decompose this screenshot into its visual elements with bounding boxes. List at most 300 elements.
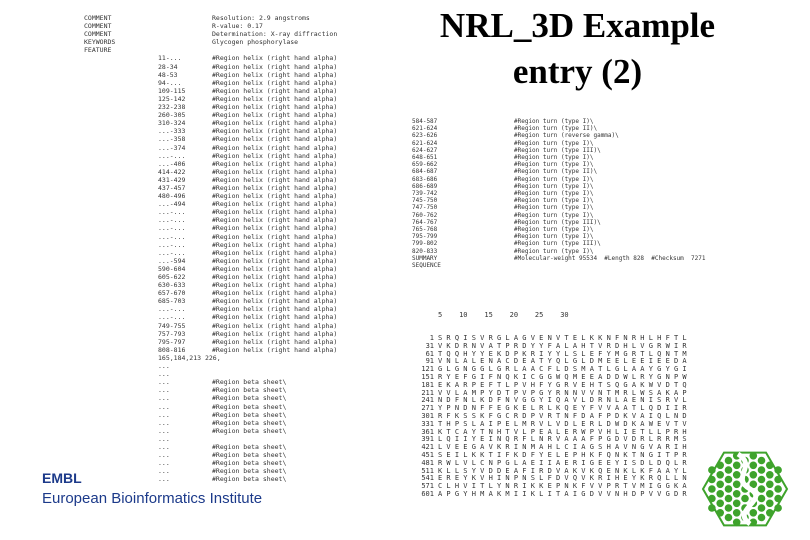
feature-key: [84, 435, 158, 443]
logo-dot: [766, 481, 774, 489]
feature-desc: #Region beta sheet\: [212, 418, 287, 427]
feature-desc: #Region helix (right hand alpha): [212, 78, 338, 87]
feature-key: [84, 152, 158, 160]
feature-desc: [212, 370, 374, 378]
feature-range: 431-429: [158, 175, 186, 184]
feature-key: [84, 427, 158, 435]
turn-row: [412, 197, 790, 204]
feature-key: FEATURE: [84, 46, 112, 55]
feature-row: [84, 281, 374, 289]
feature-row: [84, 233, 374, 241]
turn-desc: #Region turn (type II)\: [514, 125, 598, 133]
feature-range: ...-...: [158, 240, 186, 249]
feature-desc: Resolution: 2.9 angstroms: [212, 14, 310, 22]
turn-range: 739-742: [412, 190, 438, 198]
slide-title-line2: entry (2): [512, 52, 643, 91]
turn-desc: #Region turn (type II)\: [514, 168, 598, 176]
feature-range: 685-703: [158, 297, 186, 306]
turn-range: 621-624: [412, 125, 438, 133]
logo-dot: [725, 514, 733, 522]
sequence-residues: G L G N G G L G R L A A C F L D S M A T L G L A A Y G Y G I: [438, 365, 687, 374]
slide-title-line1: NRL_3D Example: [439, 6, 716, 45]
feature-key: [84, 168, 158, 176]
feature-range: ...: [158, 370, 170, 379]
logo-dot: [708, 504, 716, 512]
ebi-hexagon-logo-icon: [700, 444, 790, 534]
feature-key: [84, 208, 158, 216]
turn-row: [412, 140, 790, 147]
turn-row: [412, 168, 790, 175]
sequence-residues: R W L V L C N P G L A E I I A E R I G E E Y I S D L D Q L R: [438, 458, 687, 467]
sequence-position: 421: [421, 443, 434, 452]
feature-range: 125-142: [158, 94, 186, 103]
turn-range: 745-750: [412, 197, 438, 205]
feature-desc: #Region helix (right hand alpha): [212, 337, 338, 346]
feature-row: [84, 54, 374, 62]
feature-row: [84, 208, 374, 216]
feature-key: [84, 338, 158, 346]
feature-row: [84, 459, 374, 467]
sequence-position: 151: [421, 372, 434, 381]
feature-range: [158, 22, 212, 30]
logo-dot: [774, 485, 782, 493]
feature-row: [84, 168, 374, 176]
sequence-ruler: 5 10 15 20 25 30: [438, 310, 569, 319]
feature-range: 414-422: [158, 167, 186, 176]
turn-row: [412, 190, 790, 197]
logo-dot: [758, 485, 766, 493]
feature-key: [84, 386, 158, 394]
feature-row: [84, 30, 374, 38]
feature-key: COMMENT: [84, 22, 112, 31]
feature-row: [84, 22, 374, 30]
feature-row: [84, 38, 374, 46]
feature-row: [84, 257, 374, 265]
feature-row: [84, 192, 374, 200]
feature-range: 94-...: [158, 78, 182, 87]
feature-range: [158, 46, 212, 54]
turn-range: 747-750: [412, 204, 438, 212]
turn-range: SEQUENCE: [412, 262, 441, 270]
turn-range: 820-833: [412, 247, 438, 255]
turn-row: [412, 255, 790, 262]
turn-desc: #Region turn (type I)\: [514, 190, 594, 198]
turn-row: [412, 147, 790, 154]
feature-key: [84, 127, 158, 135]
feature-key: [84, 394, 158, 402]
feature-row: [84, 71, 374, 79]
logo-dot: [766, 500, 774, 508]
sequence-position: 331: [421, 419, 434, 428]
turn-row: [412, 176, 790, 183]
feature-row: [84, 87, 374, 95]
feature-desc: #Region beta sheet\: [212, 394, 287, 403]
sequence-residues: C L H V I T L Y N R I K K E P N K F V V P R T V M I G G K A: [438, 482, 687, 491]
turn-row: [412, 125, 790, 132]
feature-desc: #Region beta sheet\: [212, 426, 287, 435]
feature-range: 260-305: [158, 111, 186, 120]
feature-row: [84, 119, 374, 127]
turn-desc: #Region turn (reverse gamma)\: [514, 132, 619, 140]
sequence-position: 511: [421, 466, 434, 475]
feature-range: ...-...: [158, 224, 186, 233]
feature-range: [158, 14, 212, 22]
sequence-residues: R Y E F G I F N Q K I C G G W Q M E E A D D W L R Y G N P W: [438, 372, 687, 381]
feature-range: ...: [158, 386, 170, 395]
feature-desc: #Region helix (right hand alpha): [212, 224, 338, 233]
feature-desc: #Region beta sheet\: [212, 410, 287, 419]
logo-dot: [716, 471, 724, 479]
sequence-residues: S R Q I S V R G L A G V E N V T E L K K N F N R H L H F T L: [438, 333, 687, 342]
logo-dot: [758, 495, 766, 503]
entry-feature-table: [84, 14, 374, 485]
feature-key: COMMENT: [84, 30, 112, 39]
turn-desc: #Region turn (type I)\: [514, 118, 594, 125]
sequence-position: 211: [421, 388, 434, 397]
feature-key: [84, 176, 158, 184]
feature-key: [84, 297, 158, 305]
sequence-residues: A P G Y H M A K M I I K L I T A I G D V V N H D P V V G D R: [438, 489, 687, 498]
feature-row: [84, 111, 374, 119]
feature-desc: Glycogen phosphorylase: [212, 38, 299, 47]
sequence-residues: T Q Q H Y Y E K D P K R I Y Y L S L E F Y M G R T L Q N T M: [438, 349, 687, 358]
feature-row: [84, 443, 374, 451]
logo-dot: [750, 509, 758, 517]
feature-row: [84, 216, 374, 224]
feature-range: ...-...: [158, 151, 186, 160]
feature-range: ...: [158, 475, 170, 484]
logo-dot: [716, 490, 724, 498]
feature-range: 590-604: [158, 264, 186, 273]
logo-dot: [758, 476, 766, 484]
feature-desc: #Region beta sheet\: [212, 378, 287, 387]
feature-key: [84, 443, 158, 451]
feature-key: [84, 459, 158, 467]
feature-key: [84, 224, 158, 232]
feature-key: [84, 403, 158, 411]
turn-desc: [514, 262, 790, 269]
feature-range: ...: [158, 426, 170, 435]
feature-range: 605-622: [158, 273, 186, 281]
feature-row: [84, 46, 374, 54]
turn-desc: #Region turn (type I)\: [514, 233, 594, 241]
feature-range: ...-...: [158, 313, 186, 322]
feature-row: [84, 378, 374, 386]
turn-range: 686-689: [412, 182, 438, 190]
feature-key: [84, 216, 158, 224]
logo-dot: [733, 519, 741, 527]
feature-desc: #Region helix (right hand alpha): [212, 216, 338, 225]
logo-dot: [733, 481, 741, 489]
feature-desc: #Region beta sheet\: [212, 475, 287, 484]
feature-desc: #Region helix (right hand alpha): [212, 345, 338, 354]
feature-row: [84, 313, 374, 321]
feature-desc: #Region helix (right hand alpha): [212, 297, 338, 306]
feature-range: 437-457: [158, 183, 186, 192]
feature-row: [84, 297, 374, 305]
turn-desc: #Region turn (type I)\: [514, 204, 594, 212]
sequence-residues: V V L A M P Y D T P V P G Y R N N V V N T M R L W S A K A P: [438, 388, 687, 397]
logo-dot: [750, 462, 758, 470]
turn-range: SUMMARY: [412, 254, 438, 262]
sequence-residues: K T C A Y T N H T V L P E A L E R W P V H L I E T L L P R H: [438, 427, 687, 436]
sequence-residues: L V E E G A V K R I N M A H L C I A G S H A V N G V A R I H: [438, 443, 687, 452]
feature-key: [84, 79, 158, 87]
logo-dot: [725, 466, 733, 474]
feature-key: [84, 135, 158, 143]
feature-key: [84, 451, 158, 459]
turn-range: 795-799: [412, 233, 438, 241]
turn-row: [412, 204, 790, 211]
sequence-position: 301: [421, 411, 434, 420]
sequence-residues: V N L A L E N A C D E A T Y Q L G L D M E E L E E I E E D A: [438, 357, 687, 366]
feature-desc: #Region helix (right hand alpha): [212, 192, 338, 201]
feature-row: [84, 427, 374, 435]
feature-range: ...-358: [158, 135, 186, 144]
sequence-position: 601: [421, 489, 434, 498]
feature-range: ...-...: [158, 248, 186, 257]
sequence-residues: N D F N L K D F N V G G Y I Q A V L D R N L A E N I S R V L: [438, 396, 687, 405]
feature-desc: #Region helix (right hand alpha): [212, 305, 338, 314]
feature-row: [84, 135, 374, 143]
turn-row: [412, 262, 790, 269]
sequence-position: 481: [421, 458, 434, 467]
turn-desc: #Region turn (type I)\: [514, 247, 594, 255]
sequence-position: 271: [421, 404, 434, 413]
feature-row: [84, 14, 374, 22]
feature-range: ...: [158, 434, 170, 443]
feature-range: 165,184,213 226,: [158, 353, 221, 362]
logo-dot: [758, 514, 766, 522]
feature-row: [84, 330, 374, 338]
feature-desc: [212, 435, 374, 443]
embl-branding: [42, 470, 342, 510]
embl-wordmark: EMBL: [42, 470, 82, 486]
feature-desc: #Region helix (right hand alpha): [212, 62, 338, 71]
turn-row: [412, 154, 790, 161]
feature-row: [84, 451, 374, 459]
turn-row: [412, 233, 790, 240]
feature-key: [84, 119, 158, 127]
turn-desc: #Region turn (type III)\: [514, 146, 601, 154]
turn-row: [412, 226, 790, 233]
sequence-residues: T H P S L A I P E L M R V L V D L E R L D W D K A W E V T V: [438, 419, 687, 428]
feature-desc: #Region helix (right hand alpha): [212, 127, 338, 136]
feature-desc: [212, 46, 374, 54]
feature-desc: #Region helix (right hand alpha): [212, 240, 338, 249]
feature-row: [84, 419, 374, 427]
feature-range: 657-670: [158, 289, 186, 298]
turn-range: 584-587: [412, 118, 438, 125]
feature-desc: [212, 362, 374, 370]
feature-row: [84, 144, 374, 152]
sequence-position: 61: [425, 349, 434, 358]
feature-key: [84, 71, 158, 79]
entry-turn-table: [412, 118, 790, 290]
feature-row: [84, 338, 374, 346]
logo-dot: [716, 509, 724, 517]
feature-row: [84, 224, 374, 232]
logo-dot: [774, 466, 782, 474]
feature-row: [84, 394, 374, 402]
feature-desc: #Region helix (right hand alpha): [212, 289, 338, 298]
feature-desc: #Region helix (right hand alpha): [212, 273, 338, 281]
sequence-position: 91: [425, 357, 434, 366]
feature-key: [84, 322, 158, 330]
feature-row: [84, 249, 374, 257]
feature-row: [84, 322, 374, 330]
feature-desc: #Region helix (right hand alpha): [212, 103, 338, 112]
feature-desc: #Region helix (right hand alpha): [212, 313, 338, 322]
logo-dot: [716, 500, 724, 508]
sequence-position: 541: [421, 474, 434, 483]
feature-key: [84, 411, 158, 419]
logo-dot: [774, 504, 782, 512]
logo-dot: [708, 466, 716, 474]
feature-key: [84, 305, 158, 313]
logo-dot: [716, 481, 724, 489]
logo-dot: [766, 471, 774, 479]
feature-desc: [212, 354, 374, 362]
feature-row: [84, 354, 374, 362]
logo-dot: [733, 471, 741, 479]
turn-desc: #Molecular-weight 95534 #Length 828 #Checksum 7271: [514, 254, 706, 262]
feature-key: [84, 249, 158, 257]
logo-dot: [766, 509, 774, 517]
sequence-residues: R F K S S K F G C R D P V R T N F D A F P D K V A I Q L N D: [438, 411, 687, 420]
turn-range: 683-686: [412, 175, 438, 183]
feature-desc: #Region beta sheet\: [212, 442, 287, 451]
feature-row: [84, 403, 374, 411]
feature-desc: #Region helix (right hand alpha): [212, 94, 338, 103]
feature-desc: #Region helix (right hand alpha): [212, 86, 338, 95]
sequence-residues: S E I L K K T I F K D F Y E L E P H K F Q N K T N G I T P R: [438, 450, 687, 459]
feature-key: [84, 184, 158, 192]
feature-range: ...: [158, 459, 170, 468]
sequence-position: 571: [421, 482, 434, 491]
feature-range: 109-115: [158, 86, 186, 95]
turn-desc: #Region turn (type III)\: [514, 218, 601, 226]
feature-key: [84, 362, 158, 370]
feature-key: [84, 103, 158, 111]
turn-row: [412, 132, 790, 139]
logo-dot: [725, 476, 733, 484]
logo-dot: [733, 462, 741, 470]
logo-dot: [758, 457, 766, 465]
feature-row: [84, 305, 374, 313]
feature-key: [84, 281, 158, 289]
feature-desc: #Region helix (right hand alpha): [212, 248, 338, 257]
feature-range: ...: [158, 410, 170, 419]
feature-desc: #Region helix (right hand alpha): [212, 175, 338, 184]
logo-dot: [725, 485, 733, 493]
feature-range: ...-...: [158, 208, 186, 217]
feature-range: ...-594: [158, 256, 186, 265]
feature-row: [84, 63, 374, 71]
feature-key: [84, 265, 158, 273]
feature-range: ...-333: [158, 127, 186, 136]
turn-desc: #Region turn (type I)\: [514, 139, 594, 147]
turn-range: 764-767: [412, 218, 438, 226]
feature-desc: #Region helix (right hand alpha): [212, 321, 338, 330]
feature-key: [84, 63, 158, 71]
feature-row: [84, 176, 374, 184]
turn-range: 623-626: [412, 132, 438, 140]
feature-desc: #Region beta sheet\: [212, 467, 287, 476]
feature-range: 310-324: [158, 119, 186, 128]
feature-row: [84, 265, 374, 273]
feature-desc: #Region helix (right hand alpha): [212, 281, 338, 290]
feature-range: ...: [158, 402, 170, 411]
feature-key: [84, 241, 158, 249]
feature-row: [84, 346, 374, 354]
feature-key: KEYWORDS: [84, 38, 116, 47]
logo-dot: [774, 495, 782, 503]
feature-key: [84, 233, 158, 241]
feature-key: [84, 330, 158, 338]
feature-range: 480-496: [158, 192, 186, 201]
feature-desc: #Region helix (right hand alpha): [212, 329, 338, 338]
feature-desc: R-value: 0.17: [212, 22, 263, 31]
feature-desc: #Region helix (right hand alpha): [212, 167, 338, 176]
sequence-position: 121: [421, 365, 434, 374]
feature-key: [84, 192, 158, 200]
turn-range: 648-651: [412, 154, 438, 162]
feature-desc: #Region helix (right hand alpha): [212, 151, 338, 160]
turn-desc: #Region turn (type I)\: [514, 154, 594, 162]
feature-key: [84, 378, 158, 386]
feature-range: ...: [158, 467, 170, 476]
feature-key: [84, 273, 158, 281]
feature-desc: #Region helix (right hand alpha): [212, 70, 338, 79]
logo-dot: [708, 495, 716, 503]
turn-row: [412, 161, 790, 168]
feature-range: 808-816: [158, 345, 186, 354]
sequence-position: 361: [421, 427, 434, 436]
logo-dot: [733, 509, 741, 517]
feature-row: [84, 289, 374, 297]
logo-dot: [750, 471, 758, 479]
turn-range: 621-624: [412, 139, 438, 147]
feature-desc: #Region helix (right hand alpha): [212, 111, 338, 120]
sequence-position: 241: [421, 396, 434, 405]
sequence-position: 31: [425, 341, 434, 350]
feature-key: [84, 354, 158, 362]
feature-range: ...-406: [158, 159, 186, 168]
sequence-row: [412, 491, 712, 499]
logo-dot: [716, 462, 724, 470]
turn-range: 659-662: [412, 161, 438, 169]
feature-range: ...: [158, 418, 170, 427]
turn-row: [412, 248, 790, 255]
turn-range: 760-762: [412, 211, 438, 219]
feature-key: [84, 313, 158, 321]
logo-dot: [733, 500, 741, 508]
feature-key: [84, 346, 158, 354]
feature-key: [84, 257, 158, 265]
feature-row: [84, 95, 374, 103]
feature-desc: #Region helix (right hand alpha): [212, 143, 338, 152]
logo-dot: [774, 476, 782, 484]
feature-range: ...-...: [158, 305, 186, 314]
institute-name: European Bioinformatics Institute: [42, 490, 263, 507]
logo-dot: [725, 495, 733, 503]
feature-key: [84, 160, 158, 168]
turn-desc: #Region turn (type I)\: [514, 182, 594, 190]
feature-range: ...: [158, 451, 170, 460]
sequence-residues: Y P N D N F F E G K E L R L K Q E Y F V V A A T L Q D I I R: [438, 404, 687, 413]
turn-range: 684-687: [412, 168, 438, 176]
